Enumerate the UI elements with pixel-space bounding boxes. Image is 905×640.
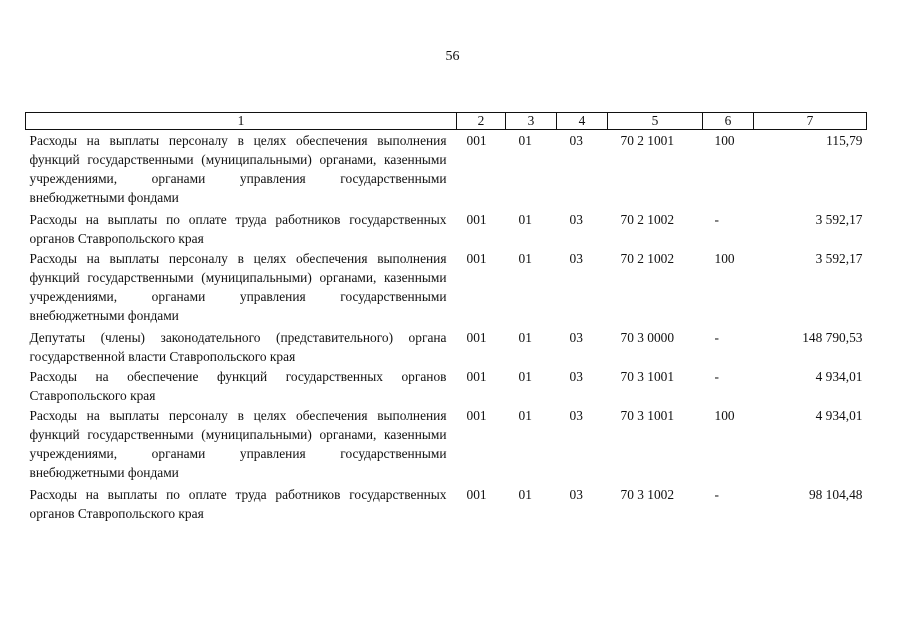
row-target-item: 70 3 0000: [620, 330, 675, 345]
row-expense-type: -: [714, 487, 719, 502]
row-grbs: 001: [466, 133, 487, 148]
header-col-2: 2: [457, 113, 506, 130]
row-grbs: 001: [466, 408, 487, 423]
row-subsection: 03: [569, 487, 583, 502]
row-subsection: 03: [569, 133, 583, 148]
header-col-3: 3: [506, 113, 557, 130]
table-row: [26, 248, 867, 325]
row-amount: 3 592,17: [815, 212, 863, 227]
row-target-item: 70 3 1001: [620, 369, 675, 384]
row-subsection: 03: [569, 212, 583, 227]
row-amount: 4 934,01: [815, 369, 863, 384]
header-col-5: 5: [608, 113, 703, 130]
row-amount: 4 934,01: [815, 408, 863, 423]
row-section: 01: [518, 330, 532, 345]
row-target-item: 70 2 1001: [620, 133, 675, 148]
row-description: Депутаты (члены) законодательного (представительного) органа государственной власти Ставропольского края: [29, 330, 447, 364]
header-col-7: 7: [754, 113, 867, 130]
row-description: Расходы на выплаты персоналу в целях обеспечения выполнения функций государственными (муниципальными) органами, казенными учреждениями, органами управления государственными внебюджетными фондами: [29, 251, 447, 323]
row-amount: 115,79: [826, 133, 863, 148]
table-row: [26, 325, 867, 366]
row-expense-type: -: [714, 369, 719, 384]
row-expense-type: -: [714, 330, 719, 345]
header-row: [26, 113, 867, 130]
row-section: 01: [518, 251, 532, 266]
row-grbs: 001: [466, 487, 487, 502]
row-subsection: 03: [569, 408, 583, 423]
row-description: Расходы на выплаты по оплате труда работников государственных органов Ставропольского края: [29, 212, 447, 246]
row-amount: 148 790,53: [802, 330, 863, 345]
row-section: 01: [518, 133, 532, 148]
header-col-6: 6: [703, 113, 754, 130]
row-section: 01: [518, 369, 532, 384]
table-row: [26, 482, 867, 523]
row-target-item: 70 3 1002: [620, 487, 675, 502]
row-section: 01: [518, 487, 532, 502]
row-grbs: 001: [466, 369, 487, 384]
row-description: Расходы на выплаты по оплате труда работников государственных органов Ставропольского края: [29, 487, 447, 521]
header-col-1: 1: [26, 113, 457, 130]
row-amount: 3 592,17: [815, 251, 863, 266]
row-expense-type: -: [714, 212, 719, 227]
row-description: Расходы на выплаты персоналу в целях обеспечения выполнения функций государственными (муниципальными) органами, казенными учреждениями, органами управления государственными внебюджетными фондами: [29, 408, 447, 480]
row-amount: 98 104,48: [808, 487, 863, 502]
row-expense-type: 100: [714, 408, 735, 423]
row-expense-type: 100: [714, 133, 735, 148]
row-target-item: 70 2 1002: [620, 251, 675, 266]
row-target-item: 70 2 1002: [620, 212, 675, 227]
budget-table: [25, 112, 867, 523]
row-subsection: 03: [569, 251, 583, 266]
row-section: 01: [518, 212, 532, 227]
header-col-4: 4: [557, 113, 608, 130]
row-subsection: 03: [569, 369, 583, 384]
table-row: [26, 130, 867, 208]
table-row: [26, 207, 867, 248]
row-section: 01: [518, 408, 532, 423]
page-number: 56: [445, 49, 460, 64]
row-grbs: 001: [466, 330, 487, 345]
row-target-item: 70 3 1001: [620, 408, 675, 423]
row-subsection: 03: [569, 330, 583, 345]
table-row: [26, 366, 867, 405]
table-row: [26, 405, 867, 482]
row-grbs: 001: [466, 212, 487, 227]
row-grbs: 001: [466, 251, 487, 266]
row-description: Расходы на выплаты персоналу в целях обеспечения выполнения функций государственными (муниципальными) органами, казенными учреждениями, органами управления государственными внебюджетными фондами: [29, 133, 447, 205]
row-description: Расходы на обеспечение функций государственных органов Ставропольского края: [29, 369, 447, 403]
row-expense-type: 100: [714, 251, 735, 266]
